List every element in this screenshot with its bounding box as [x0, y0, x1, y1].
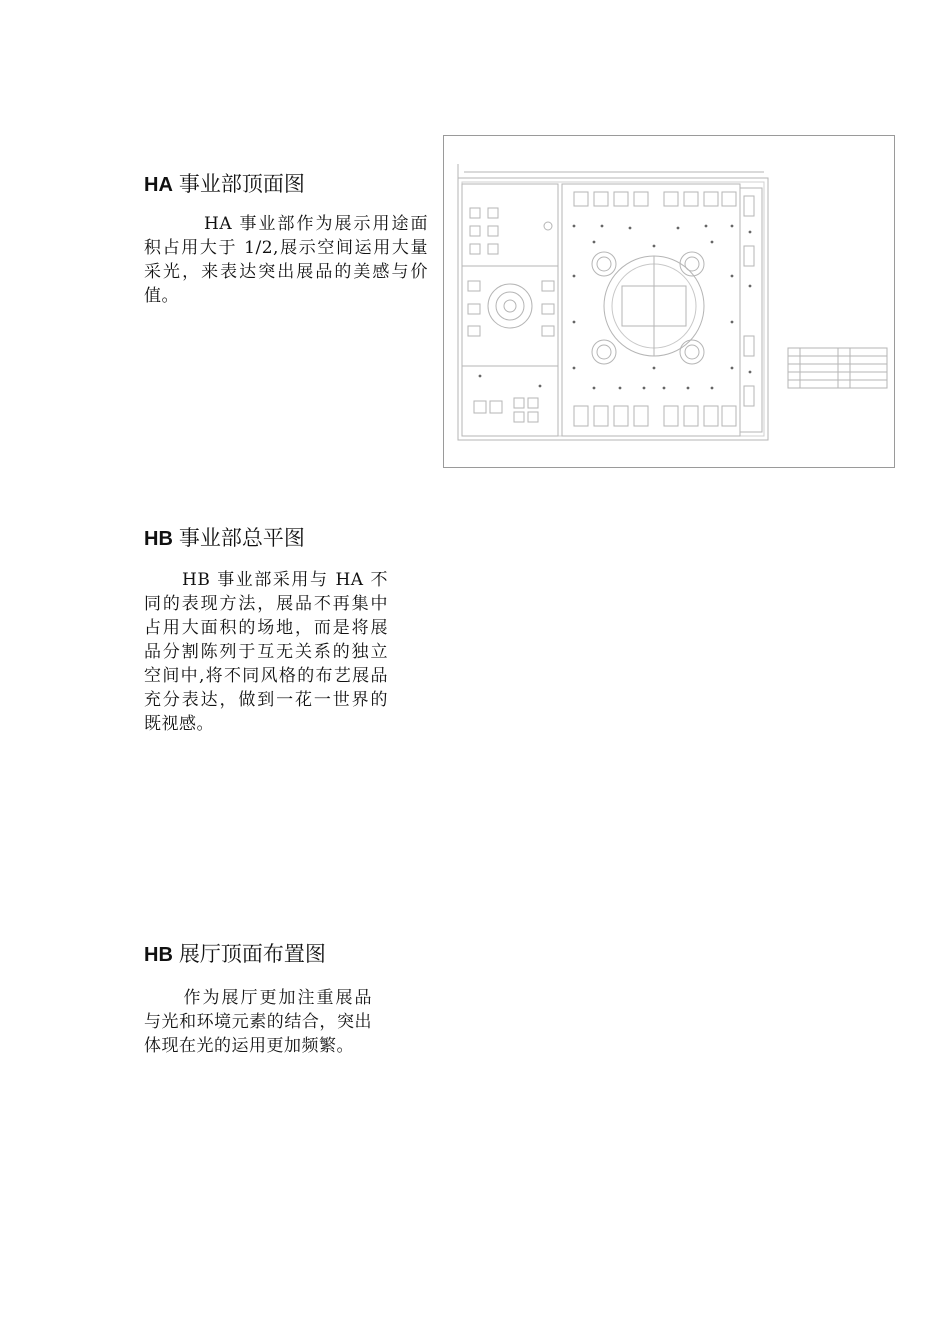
section-paragraph [144, 212, 428, 308]
section-body: HB 事业部采用与 HA 不同的表现方法，展品不再集中占用大面积的场地，而是将展品分割陈列于互无关系的独立空间中,将不同风格的布艺展品充分表达，做到一花一世界的既视感。 [144, 570, 388, 734]
section-code: HB [144, 528, 173, 550]
section-body: 作为展厅更加注重展品与光和环境元素的结合，突出体现在光的运用更加频繁。 [144, 988, 372, 1056]
section-paragraph [144, 568, 388, 736]
section-body: HA 事业部作为展示用途面积占用大于 1/2,展示空间运用大量采光，来表达突出展品的美感与价值。 [144, 214, 428, 306]
section-heading [144, 524, 388, 553]
section-heading [144, 940, 372, 969]
section-heading [144, 170, 428, 199]
section-paragraph [144, 986, 372, 1058]
section-title: 展厅顶面布置图 [178, 942, 326, 966]
section-code: HA [144, 174, 173, 196]
section-ha-ceiling-plan [144, 170, 428, 308]
floor-plan-drawing-icon [444, 136, 894, 467]
section-title: 事业部总平图 [178, 526, 305, 550]
section-code: HB [144, 944, 173, 966]
section-hb-general-plan [144, 524, 388, 736]
floor-plan-figure [443, 135, 895, 468]
section-title: 事业部顶面图 [178, 172, 305, 196]
section-hb-hall-ceiling-layout [144, 940, 372, 1058]
